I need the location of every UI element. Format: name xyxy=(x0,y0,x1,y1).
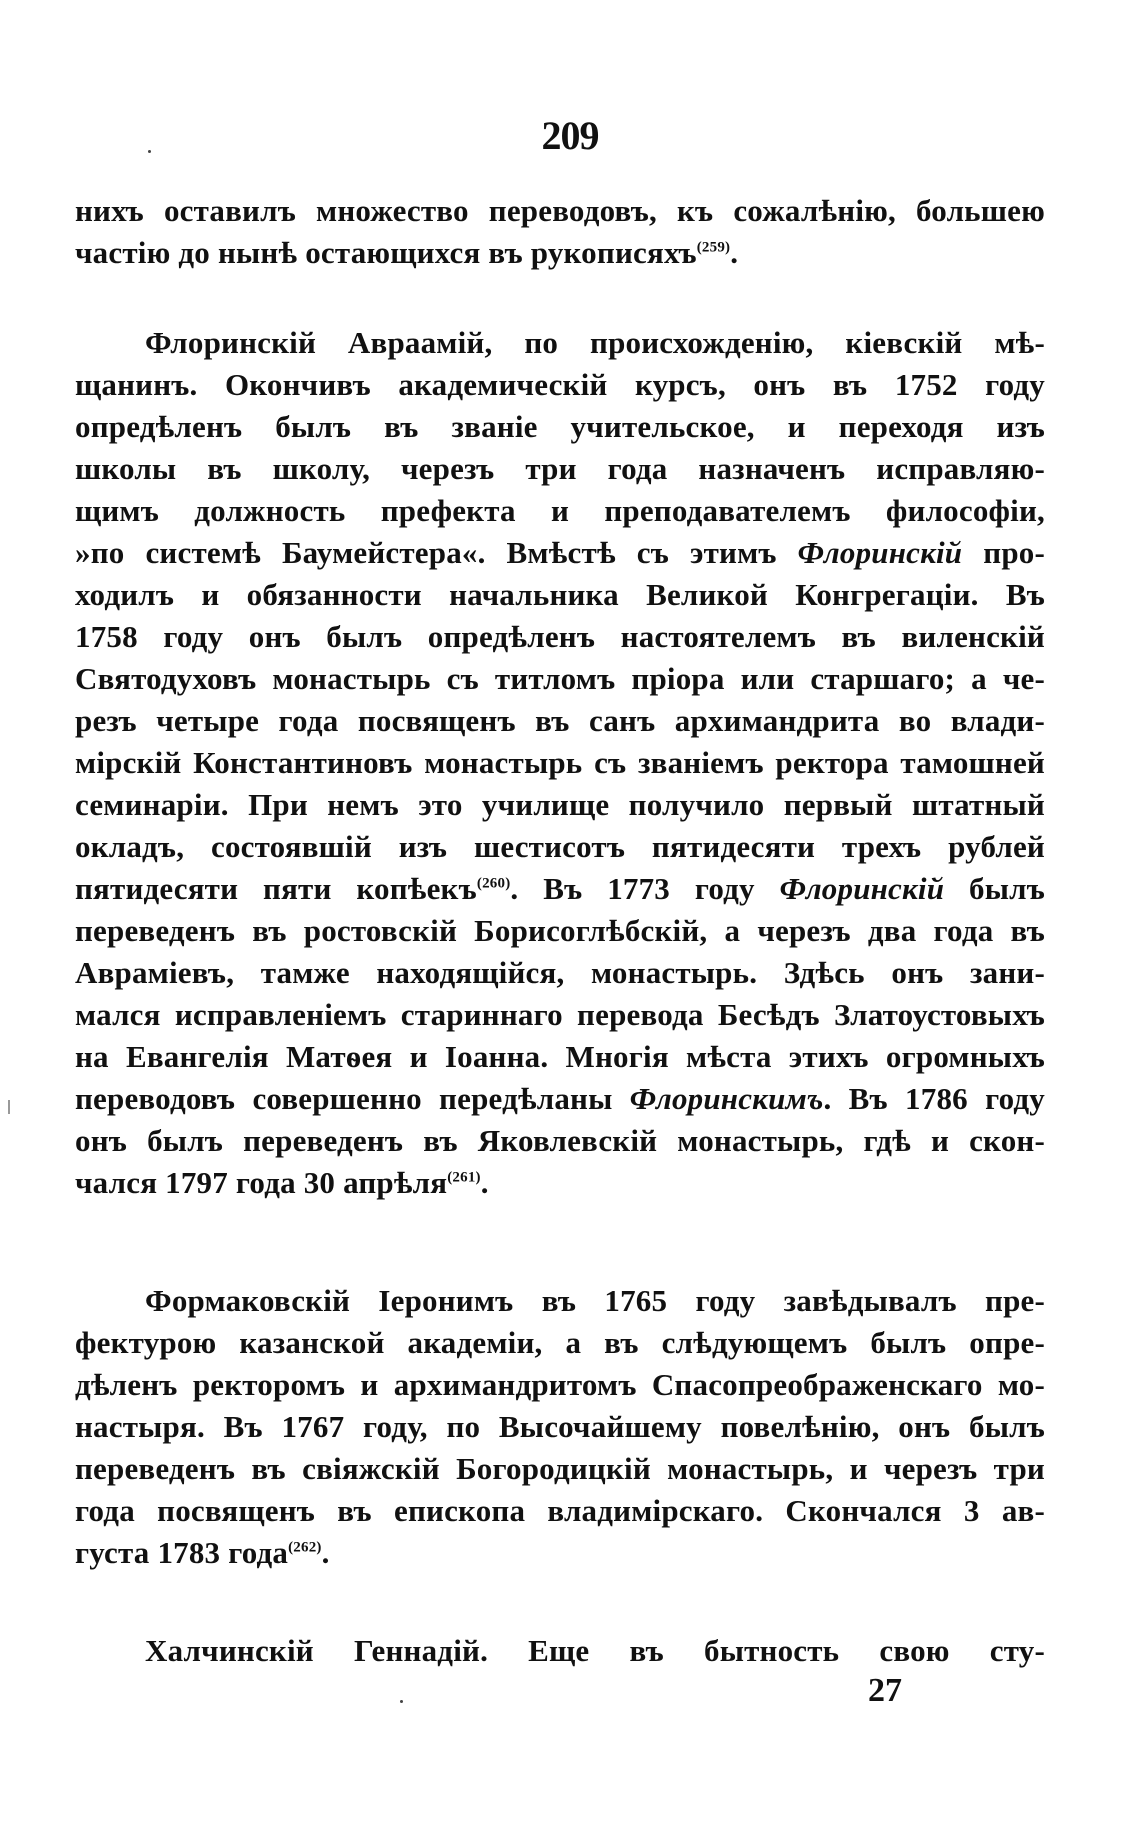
text-line: пятидесяти пяти копѣекъ$^{(260)}$. Въ 1773 году Флоринскій былъ xyxy=(75,871,1046,906)
entry-name: Халчинскій Геннадій. xyxy=(145,1633,489,1668)
paragraph-florinsky xyxy=(75,322,1045,1204)
text-line: настыря. Въ 1767 году, по Высочайшему повелѣнію, онъ былъ xyxy=(75,1409,1045,1444)
text-line: резъ четыре года посвященъ въ санъ архимандрита во влади- xyxy=(75,703,1045,738)
text-line: окладъ, состоявшій изъ шестисотъ пятидесяти трехъ рублей xyxy=(75,829,1045,864)
text-line: Авраміевъ, тамже находящійся, монастырь. Здѣсь онъ зани- xyxy=(75,955,1045,990)
scan-speck xyxy=(148,150,151,153)
text-line: мался исправленіемъ стариннаго перевода Бесѣдъ Златоустовыхъ xyxy=(75,997,1045,1032)
text-line: ходилъ и обязанности начальника Великой Конгрегаціи. Въ xyxy=(75,577,1045,612)
text-line: школы въ школу, черезъ три года назначенъ исправляю- xyxy=(75,451,1045,486)
footnote-ref: (260) xyxy=(476,875,511,892)
text-line: частію до нынѣ остающихся въ рукописяхъ$^{(259)}$. xyxy=(75,235,739,270)
text-line: переведенъ въ свіяжскій Богородицкій монастырь, и черезъ три xyxy=(75,1451,1045,1486)
paragraph-khalchinsky xyxy=(75,1630,1045,1672)
text-line: переводовъ совершенно передѣланы Флоринскимъ. Въ 1786 году xyxy=(75,1081,1045,1116)
text-line: Флоринскій Авраамій, по происхожденію, кіевскій мѣ- xyxy=(145,325,1045,360)
footnote-ref: (261) xyxy=(447,1169,481,1186)
entry-name: Флоринскій Авраамій, xyxy=(145,325,493,360)
text-line: дѣленъ ректоромъ и архимандритомъ Спасопреображенскаго мо- xyxy=(75,1367,1045,1402)
footnote-ref: (262) xyxy=(288,1539,322,1556)
text-line: щанинъ. Окончивъ академическій курсъ, онъ въ 1752 году xyxy=(75,367,1045,402)
text-line: Формаковскій Іеронимъ въ 1765 году завѣдывалъ пре- xyxy=(145,1283,1045,1318)
scan-speck xyxy=(8,1100,10,1114)
text-line: чался 1797 года 30 апрѣля$^{(261)}$. xyxy=(75,1165,489,1200)
text-line: мірскій Константиновъ монастырь съ званіемъ ректора тамошней xyxy=(75,745,1045,780)
text-line: на Евангелія Матѳея и Іоанна. Многія мѣста этихъ огромныхъ xyxy=(75,1039,1045,1074)
paragraph-continuation xyxy=(75,190,1045,274)
footnote-ref: (259) xyxy=(696,239,731,256)
text-line: онъ былъ переведенъ въ Яковлевскій монастырь, гдѣ и скон- xyxy=(75,1123,1045,1158)
text-line: щимъ должность префекта и преподавателемъ философіи, xyxy=(75,493,1045,528)
entry-name: Формаковскій Іеронимъ xyxy=(145,1283,514,1318)
page-number: 209 xyxy=(541,113,599,158)
text-line: Халчинскій Геннадій. Еще въ бытность свою сту- xyxy=(145,1633,1045,1668)
scan-speck xyxy=(400,1700,403,1703)
text-line: 1758 году онъ былъ опредѣленъ настоятелемъ въ виленскій xyxy=(75,619,1045,654)
text-line: нихъ оставилъ множество переводовъ, къ сожалѣнію, большею xyxy=(75,193,1045,228)
printer-signature-mark: 27 xyxy=(868,1672,902,1709)
text-line: опредѣленъ былъ въ званіе учительское, и переходя изъ xyxy=(75,409,1045,444)
paragraph-formakovsky xyxy=(75,1280,1045,1574)
text-line: семинаріи. При немъ это училище получило первый штатный xyxy=(75,787,1045,822)
text-line: переведенъ въ ростовскій Борисоглѣбскій, а черезъ два года въ xyxy=(75,913,1045,948)
text-line: густа 1783 года$^{(262)}$. xyxy=(75,1535,330,1570)
text-line: »по системѣ Баумейстера«. Вмѣстѣ съ этимъ Флоринскій про- xyxy=(75,535,1045,570)
text-line: года посвященъ въ епископа владимірскаго. Скончался 3 ав- xyxy=(75,1493,1045,1528)
text-line: фектурою казанской академіи, а въ слѣдующемъ былъ опре- xyxy=(75,1325,1045,1360)
text-line: Святодуховъ монастырь съ титломъ пріора или старшаго; а че- xyxy=(75,661,1045,696)
